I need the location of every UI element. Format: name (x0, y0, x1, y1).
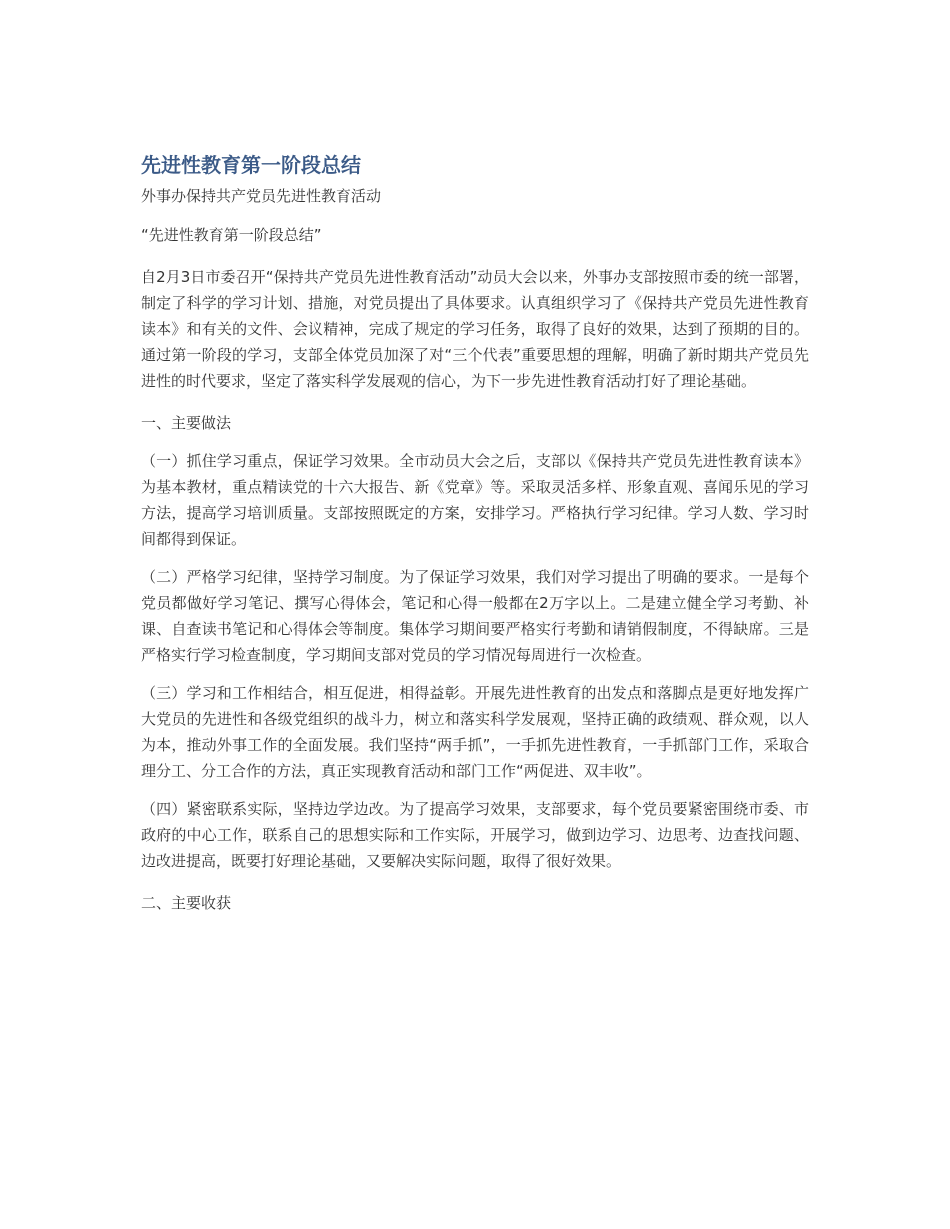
practice-item-3: （三）学习和工作相结合，相互促进，相得益彰。开展先进性教育的出发点和落脚点是更好地发挥广大党员的先进性和各级党组织的战斗力，树立和落实科学发展观，坚持正确的政绩观、群众观，以人为本，推动外事工作的全面发展。我们坚持“两手抓”，一手抓先进性教育，一手抓部门工作，采取合理分工、分工合作的方法，真正实现教育活动和部门工作“两促进、双丰收”。 (141, 684, 809, 780)
practice-item-1: （一）抓住学习重点，保证学习效果。全市动员大会之后，支部以《保持共产党员先进性教育读本》为基本教材，重点精读党的十六大报告、新《党章》等。采取灵活多样、形象直观、喜闻乐见的学习方法，提高学习培训质量。支部按照既定的方案，安排学习。严格执行学习纪律。学习人数、学习时间都得到保证。 (141, 452, 809, 548)
practice-item-2: （二）严格学习纪律，坚持学习制度。为了保证学习效果，我们对学习提出了明确的要求。一是每个党员都做好学习笔记、撰写心得体会，笔记和心得一般都在2万字以上。二是建立健全学习考勤、补课、自查读书笔记和心得体会等制度。集体学习期间要严格实行考勤和请销假制度，不得缺席。三是严格实行学习检查制度，学习期间支部对党员的学习情况每周进行一次检查。 (141, 568, 809, 664)
section-heading-main-practices: 一、主要做法 (141, 414, 232, 432)
practice-item-4: （四）紧密联系实际，坚持边学边改。为了提高学习效果，支部要求，每个党员要紧密围绕市委、市政府的中心工作，联系自己的思想实际和工作实际，开展学习，做到边学习、边思考、边查找问题、边改进提高，既要打好理论基础，又要解决实际问题，取得了很好效果。 (141, 800, 809, 870)
document-page (141, 150, 809, 916)
document-subtitle: 外事办保持共产党员先进性教育活动 (141, 187, 382, 205)
document-title: 先进性教育第一阶段总结 (141, 153, 361, 177)
intro-paragraph: 自2月3日市委召开“保持共产党员先进性教育活动”动员大会以来，外事办支部按照市委的统一部署，制定了科学的学习计划、措施，对党员提出了具体要求。认真组织学习了《保持共产党员先进性教育读本》和有关的文件、会议精神，完成了规定的学习任务，取得了良好的效果，达到了预期的目的。通过第一阶段的学习，支部全体党员加深了对“三个代表”重要思想的理解，明确了新时期共产党员先进性的时代要求，坚定了落实科学发展观的信心，为下一步先进性教育活动打好了理论基础。 (141, 268, 809, 390)
section-heading-main-gains: 二、主要收获 (141, 894, 232, 912)
quoted-title-line: “先进性教育第一阶段总结” (141, 226, 322, 244)
